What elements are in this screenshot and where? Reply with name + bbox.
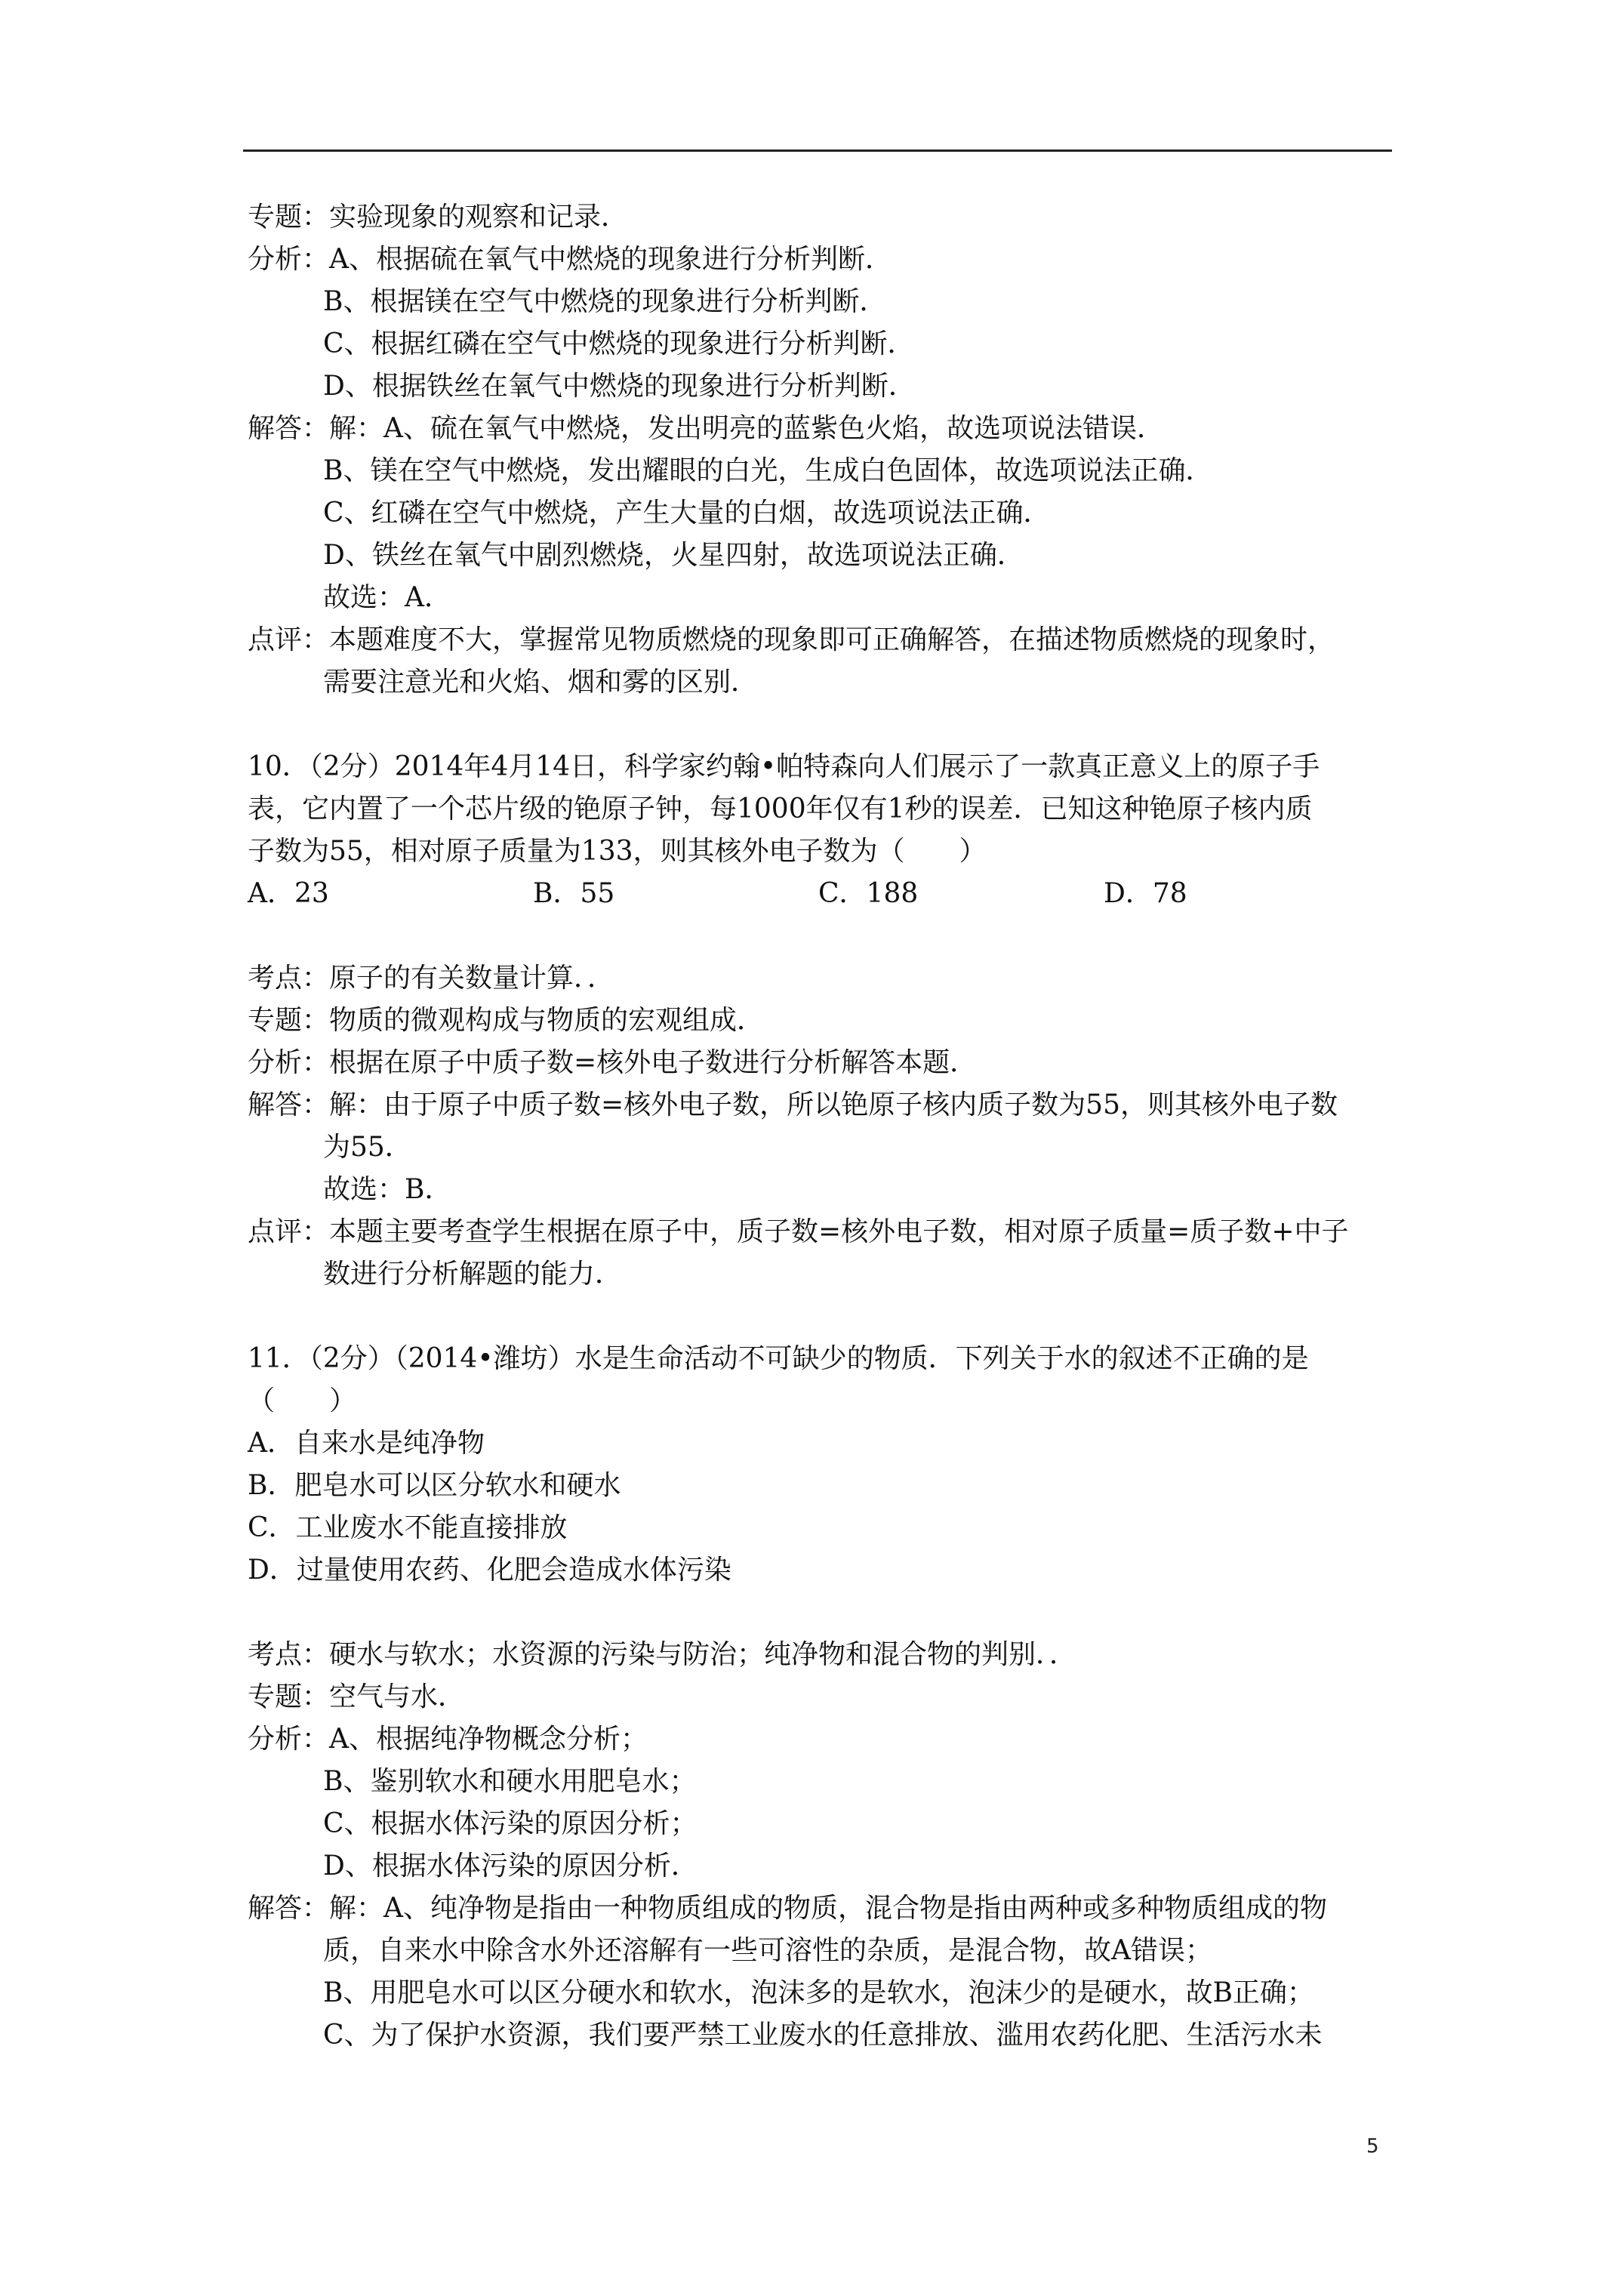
analysis-line: 分析：A、根据硫在氧气中燃烧的现象进行分析判断．	[248, 244, 892, 275]
option-b: B．55	[533, 878, 615, 909]
answer-line: B、镁在空气中燃烧，发出耀眼的白光，生成白色固体，故选项说法正确．	[323, 455, 1213, 486]
analysis-line: 分析：A、根据纯净物概念分析；	[248, 1724, 648, 1755]
answer-line: D、铁丝在氧气中剧烈燃烧，火星四射，故选项说法正确．	[323, 540, 1024, 571]
question-10-stem: 子数为55，相对原子质量为133，则其核外电子数为（ ）	[248, 836, 987, 867]
topic-line: 专题：实验现象的观察和记录．	[248, 202, 629, 233]
analysis-line: C、根据红磷在空气中燃烧的现象进行分析判断．	[323, 328, 915, 359]
knowledge-point-line: 考点：原子的有关数量计算．．	[248, 963, 615, 994]
analysis-line: C、根据水体污染的原因分析；	[323, 1808, 698, 1839]
option-d: D．过量使用农药、化肥会造成水体污染	[248, 1555, 731, 1586]
answer-line: 解答：解：由于原子中质子数=核外电子数，所以铯原子核内质子数为55，则其核外电子数	[248, 1089, 1338, 1120]
spacer	[248, 915, 1395, 957]
page-number: 5	[1366, 2135, 1379, 2158]
analysis-line: B、鉴别软水和硬水用肥皂水；	[323, 1766, 697, 1797]
knowledge-point-line: 考点：硬水与软水；水资源的污染与防治；纯净物和混合物的判别．．	[248, 1639, 1077, 1670]
analysis-line: D、根据水体污染的原因分析．	[323, 1851, 698, 1881]
option-d: D．78	[1104, 878, 1187, 909]
page-content	[248, 196, 1395, 2057]
answer-line: 解答：解：A、硫在氧气中燃烧，发出明亮的蓝紫色火焰，故选项说法错误．	[248, 413, 1164, 444]
question-10-stem: 10．（2分）2014年4月14日，科学家约翰•帕特森向人们展示了一款真正意义上的原子手	[248, 751, 1320, 782]
answer-line: C、红磷在空气中燃烧，产生大量的白烟，故选项说法正确．	[323, 498, 1051, 529]
analysis-line: B、根据镁在空气中燃烧的现象进行分析判断．	[323, 286, 887, 317]
header-rule	[243, 149, 1392, 152]
option-b: B．肥皂水可以区分软水和硬水	[248, 1470, 621, 1501]
comment-line: 点评：本题主要考查学生根据在原子中，质子数=核外电子数，相对原子质量=质子数+中子	[248, 1216, 1349, 1247]
answer-choice-line: 故选：A．	[323, 582, 451, 613]
topic-line: 专题：空气与水．	[248, 1681, 466, 1712]
answer-line: C、为了保护水资源，我们要严禁工业废水的任意排放、滥用农药化肥、生活污水未	[323, 2020, 1323, 2051]
option-a: A．23	[248, 878, 329, 909]
option-a: A．自来水是纯净物	[248, 1428, 485, 1459]
option-c: C．工业废水不能直接排放	[248, 1512, 568, 1543]
comment-line: 数进行分析解题的能力．	[323, 1259, 623, 1290]
comment-line: 点评：本题难度不大，掌握常见物质燃烧的现象即可正确解答，在描述物质燃烧的现象时，	[248, 624, 1335, 655]
answer-line: B、用肥皂水可以区分硬水和软水，泡沫多的是软水，泡沫少的是硬水，故B正确；	[323, 1977, 1314, 2008]
question-11-stem: （ ）	[248, 1385, 357, 1416]
question-10-stem: 表，它内置了一个芯片级的铯原子钟，每1000年仅有1秒的误差．已知这种铯原子核内质	[248, 794, 1313, 824]
topic-line: 专题：物质的微观构成与物质的宏观组成．	[248, 1005, 765, 1036]
answer-choice-line: 故选：B．	[323, 1174, 452, 1205]
answer-line: 质，自来水中除含水外还溶解有一些可溶性的杂质，是混合物，故A错误；	[323, 1935, 1212, 1966]
question-10-options	[248, 873, 1395, 915]
answer-line: 解答：解：A、纯净物是指由一种物质组成的物质，混合物是指由两种或多种物质组成的物	[248, 1893, 1327, 1924]
spacer	[248, 1296, 1395, 1338]
answer-line: 为55．	[323, 1132, 412, 1163]
question-11-stem: 11．（2分）（2014•潍坊）水是生命活动不可缺少的物质．下列关于水的叙述不正确的是	[248, 1343, 1309, 1374]
analysis-line: 分析：根据在原子中质子数=核外电子数进行分析解答本题．	[248, 1047, 978, 1078]
spacer	[248, 1592, 1395, 1634]
spacer	[248, 704, 1395, 746]
option-c: C．188	[818, 878, 919, 909]
analysis-line: D、根据铁丝在氧气中燃烧的现象进行分析判断．	[323, 371, 916, 402]
comment-line: 需要注意光和火焰、烟和雾的区别．	[323, 667, 759, 698]
